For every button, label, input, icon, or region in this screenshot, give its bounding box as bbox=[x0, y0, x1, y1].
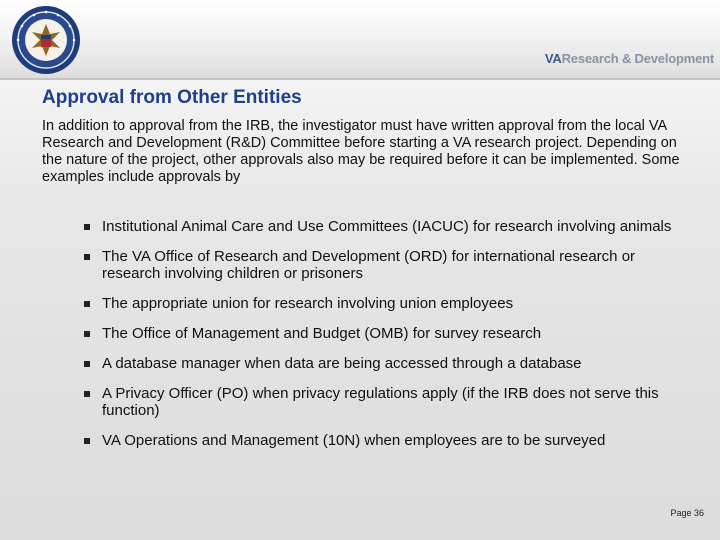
header-divider bbox=[0, 78, 720, 80]
square-bullet-icon bbox=[84, 301, 90, 307]
approval-list bbox=[84, 218, 694, 462]
list-item bbox=[84, 248, 694, 282]
list-item-text: A Privacy Officer (PO) when privacy regulations apply (if the IRB does not serve this function) bbox=[102, 385, 659, 419]
list-item-text: The Office of Management and Budget (OMB) for survey research bbox=[102, 325, 542, 342]
brand-va: VA bbox=[544, 51, 562, 66]
list-item-text: VA Operations and Management (10N) when employees are to be surveyed bbox=[102, 432, 606, 449]
list-item bbox=[84, 355, 694, 372]
square-bullet-icon bbox=[84, 254, 90, 260]
list-item-text: The appropriate union for research involving union employees bbox=[102, 295, 514, 312]
header-band bbox=[0, 0, 720, 78]
list-item bbox=[84, 385, 694, 419]
intro-paragraph: In addition to approval from the IRB, the investigator must have written approval from the local VA Research and Development (R&D) Committee before starting a VA research project. Depending on the nature of the project, other approvals also may be required before it can be implemented. Some examples include approvals by bbox=[42, 118, 680, 185]
square-bullet-icon bbox=[84, 331, 90, 337]
list-item-text: A database manager when data are being accessed through a database bbox=[102, 355, 582, 372]
list-item bbox=[84, 432, 694, 449]
square-bullet-icon bbox=[84, 361, 90, 367]
list-item-text: Institutional Animal Care and Use Committees (IACUC) for research involving animals bbox=[102, 218, 672, 235]
brand-logo-text bbox=[545, 51, 714, 66]
list-item bbox=[84, 325, 694, 342]
square-bullet-icon bbox=[84, 438, 90, 444]
page-number: Page 36 bbox=[670, 508, 704, 518]
square-bullet-icon bbox=[84, 391, 90, 397]
square-bullet-icon bbox=[84, 224, 90, 230]
list-item bbox=[84, 218, 694, 235]
list-item bbox=[84, 295, 694, 312]
va-seal-icon bbox=[10, 4, 82, 76]
brand-research-development: Research & Development bbox=[561, 51, 714, 66]
slide-title: Approval from Other Entities bbox=[42, 87, 302, 108]
list-item-text: The VA Office of Research and Development (ORD) for international research or research involving children or prisoners bbox=[102, 248, 636, 282]
